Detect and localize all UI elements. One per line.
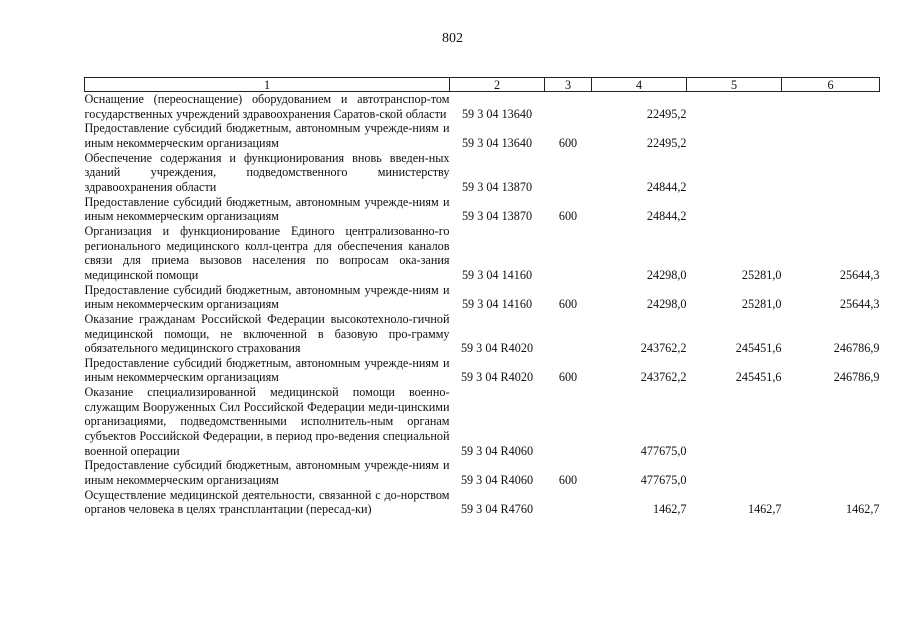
row-value-year-2: [687, 121, 782, 150]
row-expense-type: 600: [558, 297, 578, 312]
row-value-year-2: 245451,6: [735, 370, 782, 385]
row-code: 59 3 04 13870: [461, 209, 533, 224]
table-row: [85, 151, 880, 195]
row-value-year-1: 22495,2: [646, 135, 687, 150]
row-value-year-3: [782, 458, 880, 487]
row-value-year-1: 243762,2: [640, 341, 687, 356]
row-value-year-2: [687, 151, 782, 195]
header-col-5: 5: [687, 78, 782, 92]
header-col-2: 2: [450, 78, 545, 92]
row-value-year-3: 25644,3: [839, 297, 880, 312]
row-code: 59 3 04 14160: [461, 297, 533, 312]
row-expense-type: [545, 385, 592, 458]
row-value-year-3: 246786,9: [833, 370, 880, 385]
row-description: Оказание специализированной медицинской помощи военно-служащим Вооруженных Сил Российской Федерации меди-цинскими организациями, подведомственными исполнитель-ным органам субъектов Российской Федерации, в период про-ведения специальной военной операции: [84, 385, 450, 458]
page-number: 802: [442, 31, 463, 46]
row-description: Оказание гражданам Российской Федерации высокотехноло-гичной медицинской помощи, не включенной в базовую про-грамму обязательного медицинского страхования: [84, 311, 450, 356]
row-expense-type: [545, 488, 592, 517]
row-description: Предоставление субсидий бюджетным, автономным учрежде-ниям и иным некоммерческим организациям: [84, 355, 450, 385]
row-value-year-2: [687, 458, 782, 487]
table-row: [85, 121, 880, 150]
table-row: [85, 224, 880, 283]
row-expense-type: [545, 151, 592, 195]
row-description: Предоставление субсидий бюджетным, автономным учрежде-ниям и иным некоммерческим организациям: [84, 282, 450, 312]
row-value-year-1: 24298,0: [646, 267, 687, 282]
row-description: Предоставление субсидий бюджетным, автономным учрежде-ниям и иным некоммерческим организациям: [84, 121, 450, 150]
budget-table: [84, 77, 880, 517]
row-value-year-2: [687, 92, 782, 122]
row-code: 59 3 04 14160: [461, 267, 533, 282]
row-code: 59 3 04 13640: [461, 135, 533, 150]
row-code: 59 3 04 13870: [461, 179, 533, 194]
row-value-year-3: [782, 385, 880, 458]
table-row: [85, 312, 880, 356]
header-col-6: 6: [782, 78, 880, 92]
row-value-year-3: [782, 151, 880, 195]
row-expense-type: [545, 92, 592, 122]
row-value-year-3: [782, 92, 880, 122]
row-value-year-3: [782, 195, 880, 224]
row-value-year-3: [782, 121, 880, 150]
row-value-year-1: 24844,2: [646, 209, 687, 224]
row-value-year-1: 477675,0: [640, 443, 687, 458]
row-code: 59 3 04 13640: [461, 106, 533, 121]
table-row: [85, 195, 880, 224]
header-col-1: 1: [85, 78, 450, 92]
row-expense-type: 600: [558, 473, 578, 488]
row-code: 59 3 04 R4060: [460, 443, 534, 458]
row-description: Обеспечение содержания и функционирования вновь введен-ных зданий учреждения, подведомственного министерству здравоохранения области: [84, 150, 450, 194]
row-code: 59 3 04 R4060: [460, 473, 534, 488]
row-value-year-3: 246786,9: [833, 341, 880, 356]
table-row: [85, 283, 880, 312]
row-value-year-2: 1462,7: [747, 502, 782, 517]
row-expense-type: 600: [558, 135, 578, 150]
row-value-year-1: 477675,0: [640, 473, 687, 488]
row-value-year-3: 1462,7: [845, 502, 880, 517]
row-value-year-1: 243762,2: [640, 370, 687, 385]
row-expense-type: [545, 224, 592, 283]
row-value-year-1: 24844,2: [646, 179, 687, 194]
row-description: Оснащение (переоснащение) оборудованием и автотранспор-том государственных учреждений здравоохранения Саратов-ской области: [84, 92, 450, 121]
row-code: 59 3 04 R4020: [460, 370, 534, 385]
row-expense-type: 600: [558, 209, 578, 224]
row-value-year-1: 24298,0: [646, 297, 687, 312]
row-code: 59 3 04 R4020: [460, 341, 534, 356]
table-row: [85, 458, 880, 487]
row-value-year-2: 245451,6: [735, 341, 782, 356]
row-value-year-1: 22495,2: [646, 106, 687, 121]
row-value-year-3: 25644,3: [839, 267, 880, 282]
row-value-year-1: 1462,7: [652, 502, 687, 517]
table-row: [85, 356, 880, 385]
table-body: [85, 92, 880, 518]
table-header-row: [85, 78, 880, 92]
row-expense-type: [545, 312, 592, 356]
row-value-year-2: [687, 195, 782, 224]
row-value-year-2: 25281,0: [741, 267, 782, 282]
row-value-year-2: [687, 385, 782, 458]
row-code: 59 3 04 R4760: [460, 502, 534, 517]
row-description: Организация и функционирование Единого централизованно-го регионального медицинского колл-центра для обеспечения каналов связи для приема вызовов населения по вопросам ока-зания медицинской помощи: [84, 223, 450, 282]
row-expense-type: 600: [558, 370, 578, 385]
row-description: Предоставление субсидий бюджетным, автономным учрежде-ниям и иным некоммерческим организациям: [84, 194, 450, 224]
table-row: [85, 385, 880, 458]
row-description: Предоставление субсидий бюджетным, автономным учрежде-ниям и иным некоммерческим организациям: [84, 458, 450, 488]
table-row: [85, 92, 880, 122]
row-description: Осуществление медицинской деятельности, связанной с до-норством органов человека в целях трансплантации (пересад-ки): [84, 487, 450, 517]
header-col-4: 4: [592, 78, 687, 92]
header-col-3: 3: [545, 78, 592, 92]
row-value-year-2: 25281,0: [741, 297, 782, 312]
table-row: [85, 488, 880, 517]
